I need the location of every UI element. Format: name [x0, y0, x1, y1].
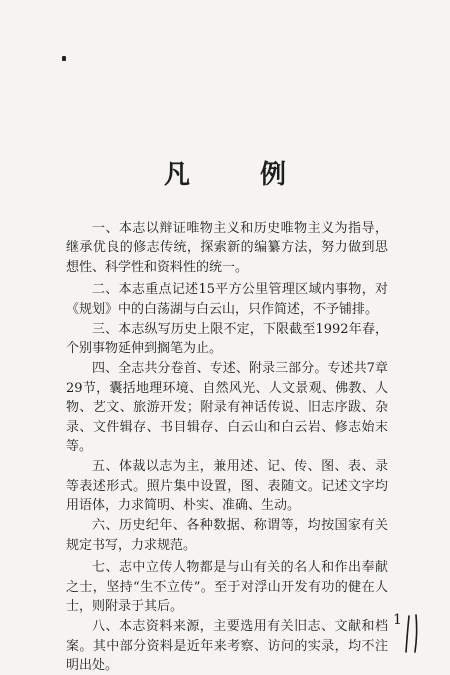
- note-2: 二、本志重点记述15平方公里管理区域内事物，对《规划》中的白荡湖与白云山，只作简述，不予铺排。: [66, 282, 388, 317]
- editorial-notes: [66, 219, 388, 675]
- note-7: 七、志中立传人物都是与山有关的名人和作出奉献之士，坚持“生不立传”。至于对浮山开发有功的健在人士，则附录于其后。: [66, 560, 388, 614]
- note-5: 五、体裁以志为主，兼用述、记、传、图、表、录等表述形式。照片集中设置，图、表随文。记述文字均用语体，力求简明、朴实、准确、生动。: [66, 459, 388, 514]
- ink-mark: [62, 56, 66, 61]
- note-8: 八、本志资料来源，主要选用有关旧志、文献和档案。其中部分资料是近年来考察、访问的实录，均不注明出处。: [66, 619, 388, 673]
- note-4: 四、全志共分卷首、专述、附录三部分。专述共7章29节，囊括地理环境、自然风光、人文景观、佛教、人物、艺文、旅游开发；附录有神话传说、旧志序跋、杂录、文件辑存、书目辑存、白云山和白云岩、修志始末等。: [66, 361, 388, 455]
- page-number: 1: [393, 612, 402, 628]
- note-6: 六、历史纪年、各种数据、称谓等，均按国家有关规定书写，力求规范。: [66, 518, 388, 553]
- note-3: 三、本志纵写历史上限不定，下限截至1992年春，个别事物延伸到搁笔为止。: [66, 321, 388, 357]
- page-title: 凡 例: [163, 160, 308, 190]
- note-1: 一、本志以辩证唯物主义和历史唯物主义为指导，继承优良的修志传统，探索新的编纂方法，努力做到思想性、科学性和资料性的统一。: [66, 221, 388, 275]
- handwritten-mark: [403, 614, 423, 654]
